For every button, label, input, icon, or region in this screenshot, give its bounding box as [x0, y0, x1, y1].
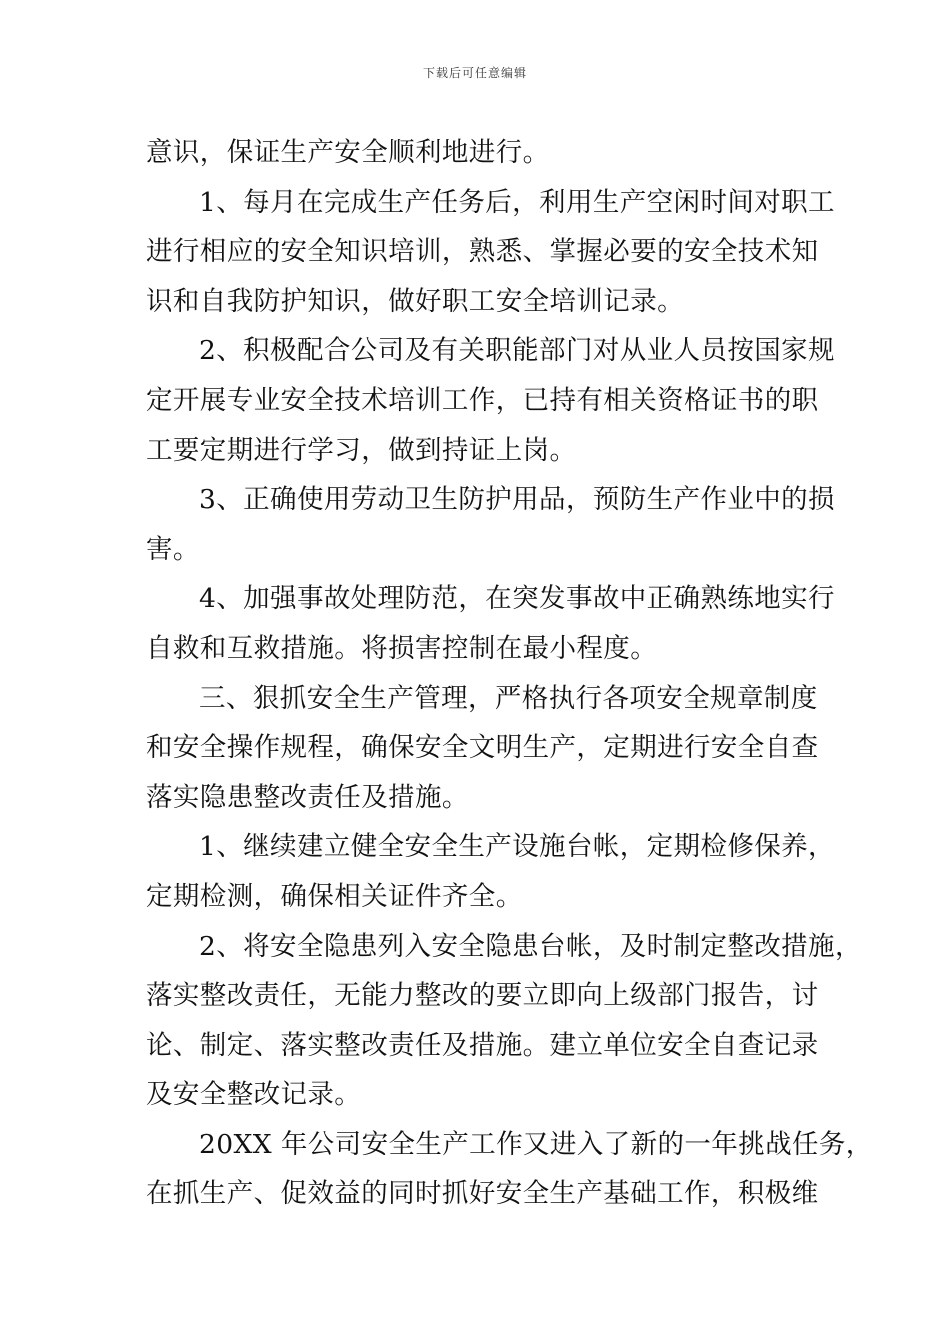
text-line: 3、正确使用劳动卫生防护用品，预防生产作业中的损 — [199, 484, 835, 516]
text-line: 及安全整改记录。 — [146, 1079, 362, 1111]
text-line: 定开展专业安全技术培训工作，已持有相关资格证书的职 — [146, 384, 819, 416]
text-line: 三、狠抓安全生产管理，严格执行各项安全规章制度 — [199, 682, 818, 714]
text-line: 1、每月在完成生产任务后，利用生产空闲时间对职工 — [199, 186, 835, 218]
text-line: 4、加强事故处理防范，在突发事故中正确熟练地实行 — [199, 583, 835, 615]
text-line: 论、制定、落实整改责任及措施。建立单位安全自查记录 — [146, 1029, 819, 1061]
text-line: 2、将安全隐患列入安全隐患台帐，及时制定整改措施， — [199, 930, 862, 962]
text-line: 自救和互救措施。将损害控制在最小程度。 — [146, 632, 658, 664]
text-line: 工要定期进行学习，做到持证上岗。 — [146, 434, 577, 466]
text-line: 落实隐患整改责任及措施。 — [146, 781, 469, 813]
text-line: 在抓生产、促效益的同时抓好安全生产基础工作，积极维 — [146, 1178, 819, 1210]
text-line: 和安全操作规程，确保安全文明生产，定期进行安全自查 — [146, 732, 819, 764]
text-line: 识和自我防护知识，做好职工安全培训记录。 — [146, 285, 684, 317]
page-header-note: 下载后可任意编辑 — [422, 66, 527, 80]
text-line: 1、继续建立健全安全生产设施台帐，定期检修保养， — [199, 831, 835, 863]
text-line: 害。 — [146, 533, 200, 565]
text-line: 进行相应的安全知识培训，熟悉、掌握必要的安全技术知 — [146, 236, 819, 268]
text-line: 意识，保证生产安全顺利地进行。 — [146, 137, 550, 168]
text-line: 20XX 年公司安全生产工作又进入了新的一年挑战任务， — [199, 1128, 873, 1160]
text-line: 2、积极配合公司及有关职能部门对从业人员按国家规 — [199, 335, 835, 367]
document-body — [146, 128, 873, 1219]
text-line: 落实整改责任，无能力整改的要立即向上级部门报告，讨 — [146, 980, 819, 1012]
text-line: 定期检测，确保相关证件齐全。 — [146, 880, 523, 912]
